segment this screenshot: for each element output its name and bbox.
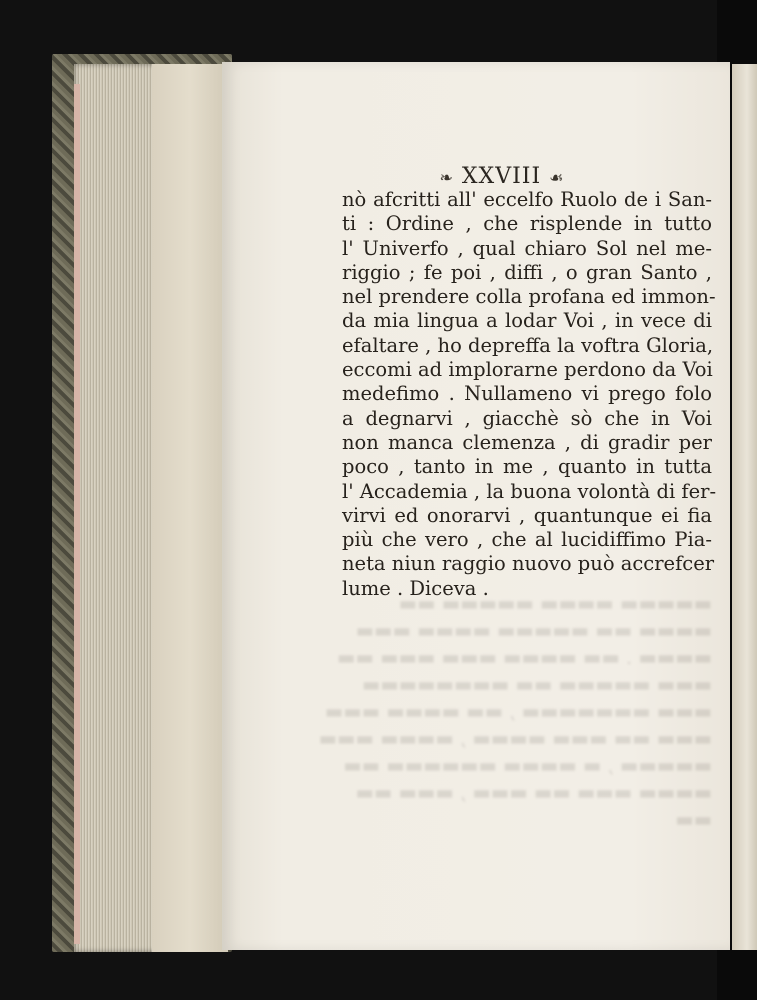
text-line: più che vero , che al lucidiffimo Pia- bbox=[342, 528, 712, 552]
page-header bbox=[422, 164, 582, 189]
text-line: nò afcritti all' eccelfo Ruolo de i San- bbox=[342, 188, 712, 211]
text-line: ti : Ordine , che risplende in tutto bbox=[342, 212, 712, 236]
text-line: non manca clemenza , di gradir per bbox=[342, 430, 712, 454]
body-text bbox=[342, 188, 717, 601]
text-line: l' Univerfo , qual chiaro Sol nel me- bbox=[342, 236, 712, 260]
ornament-right-icon: ☙ bbox=[549, 168, 565, 187]
facing-page-edge bbox=[732, 64, 757, 950]
open-book bbox=[52, 54, 757, 954]
ornament-left-icon: ❧ bbox=[439, 168, 454, 187]
text-line: lume . Diceva . bbox=[342, 576, 489, 600]
text-line: virvi ed onorarvi , quantunque ei fia bbox=[342, 503, 712, 527]
text-line: medefimo . Nullameno vi prego folo bbox=[342, 382, 712, 406]
page-number: XXVIII bbox=[461, 164, 542, 189]
text-line: neta niun raggio nuovo può accrefcer bbox=[342, 552, 715, 576]
text-line: poco , tanto in me , quanto in tutta bbox=[342, 455, 712, 479]
text-line: nel prendere colla profana ed immon- bbox=[342, 285, 716, 309]
show-through-texture: ▬▬▬▬▬ ▬▬▬▬ ▬▬▬▬▬ ▬▬ ▬▬▬▬ ▬▬ ▬▬▬▬▬ ▬▬▬▬ ▬▬▬ ▬▬▬▬ . ▬▬ ▬▬▬▬ ▬▬▬ ▬▬▬ ▬▬ ▬▬▬ ▬▬▬▬▬ ▬▬ ▬▬▬▬▬▬▬▬ ▬▬▬ ▬▬▬▬▬▬▬ , ▬▬ ▬▬▬▬ ▬▬▬ ▬▬▬ ▬▬ ▬▬▬ ▬▬▬▬ , ▬▬▬▬ ▬▬▬ ▬▬▬▬▬ , ▬ ▬▬▬▬ ▬▬▬▬▬▬ ▬▬ ▬▬▬▬ ▬▬▬ ▬▬ ▬▬▬ , ▬▬▬ ▬▬ ▬▬ bbox=[318, 592, 712, 831]
text-line: riggio ; fe poi , diffi , o gran Santo , bbox=[342, 260, 712, 284]
text-line: eccomi ad implorarne perdono da Voi bbox=[342, 358, 713, 382]
book-page bbox=[222, 62, 730, 950]
text-line: a degnarvi , giacchè sò che in Voi bbox=[342, 406, 712, 430]
book-gutter bbox=[152, 64, 228, 952]
text-line: efaltare , ho depreffa la voftra Gloria, bbox=[342, 333, 714, 357]
text-line: da mia lingua a lodar Voi , in vece di bbox=[342, 309, 712, 333]
text-line: l' Accademia , la buona volontà di fer- bbox=[342, 479, 717, 503]
